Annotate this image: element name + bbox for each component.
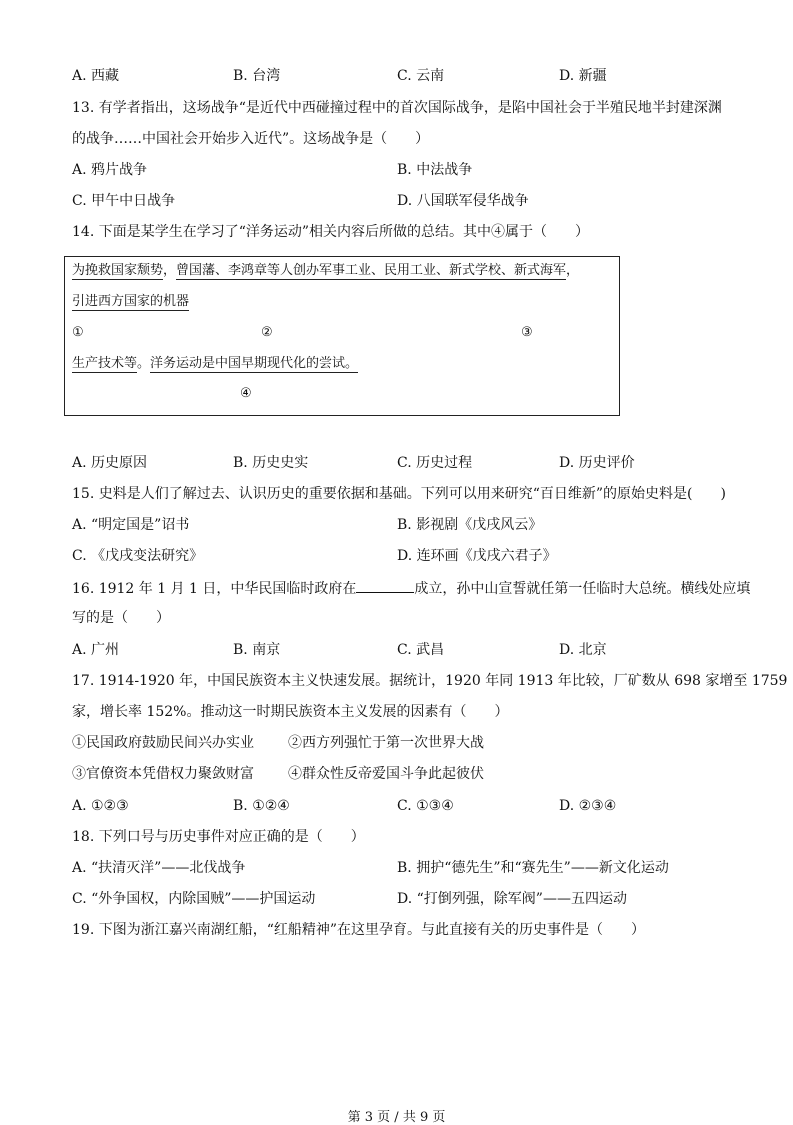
marker-2: ②: [261, 325, 273, 340]
q18-option-b: B. 拥护“德先生”和“赛先生”——新文化运动: [397, 860, 669, 876]
q17-item-1: ①民国政府鼓励民间兴办实业: [72, 735, 254, 751]
marker-3: ③: [521, 325, 533, 340]
q12-option-d: D. 新疆: [559, 68, 607, 84]
q12-option-b: B. 台湾: [233, 68, 281, 84]
q13-option-b: B. 中法战争: [397, 162, 473, 178]
q12-option-a: A. 西藏: [72, 68, 120, 84]
q16-option-b: B. 南京: [233, 642, 281, 658]
q17-stem-2: 家，增长率 152%。推动这一时期民族资本主义发展的因素有（ ）: [72, 704, 509, 720]
q13-stem-2: 的战争……中国社会开始步入近代”。这场战争是（ ）: [72, 131, 430, 147]
q15-stem: 15. 史料是人们了解过去、认识历史的重要依据和基础。下列可以用来研究“百日维新”的原始史料是( ): [72, 486, 726, 502]
q18-option-c: C. “外争国权，内除国贼”——护国运动: [72, 891, 316, 907]
marker-4: ④: [240, 386, 252, 401]
q17-option-c: C. ①③④: [397, 798, 454, 814]
segment-3: 引进西方国家的机器: [72, 294, 190, 309]
q14-option-d: D. 历史评价: [559, 455, 635, 471]
q17-item-3: ③官僚资本凭借权力聚敛财富: [72, 766, 254, 782]
q17-option-d: D. ②③④: [559, 798, 617, 814]
box-line-1: [72, 263, 579, 279]
segment-4: 生产技术等: [72, 356, 138, 371]
q13-option-d: D. 八国联军侵华战争: [397, 193, 529, 209]
sep: ，: [163, 263, 177, 278]
sep: ，: [566, 263, 580, 278]
q16-stem-2: 写的是（ ）: [72, 610, 170, 626]
q16-text: 成立，孙中山宣誓就任第一任临时大总统。横线处应填: [414, 581, 751, 597]
page-footer: 第 3 页 / 共 9 页: [347, 1110, 446, 1125]
q17-stem-1: 17. 1914-1920 年，中国民族资本主义快速发展。据统计，1920 年同 1913 年比较，厂矿数从 698 家增至 1759: [72, 673, 788, 689]
segment-5: 洋务运动是中国早期现代化的尝试。: [150, 356, 359, 371]
q14-option-a: A. 历史原因: [72, 455, 148, 471]
q16-option-d: D. 北京: [559, 642, 607, 658]
q16-stem-1: [72, 578, 750, 598]
q14-stem: 14. 下面是某学生在学习了“洋务运动”相关内容后所做的总结。其中④属于（ ）: [72, 224, 590, 240]
q15-option-b: B. 影视剧《戊戌风云》: [397, 517, 543, 533]
q17-option-b: B. ①②④: [233, 798, 290, 814]
q13-stem-1: 13. 有学者指出，这场战争“是近代中西碰撞过程中的首次国际战争，是陷中国社会于半殖民地半封建深渊: [72, 100, 722, 116]
segment-2: 曾国藩、李鸿章等人创办军事工业、民用工业、新式学校、新式海军: [176, 263, 567, 278]
q17-option-a: A. ①②③: [72, 798, 129, 814]
q17-item-4: ④群众性反帝爱国斗争此起彼伏: [288, 766, 484, 782]
q14-summary-box: [64, 256, 620, 416]
q15-option-d: D. 连环画《戊戌六君子》: [397, 548, 557, 564]
q13-option-a: A. 鸦片战争: [72, 162, 148, 178]
q14-option-b: B. 历史史实: [233, 455, 309, 471]
segment-1: 为挽救国家颓势: [72, 263, 164, 278]
q14-option-c: C. 历史过程: [397, 455, 473, 471]
q12-option-c: C. 云南: [397, 68, 445, 84]
q13-option-c: C. 甲午中日战争: [72, 193, 176, 209]
q17-item-2: ②西方列强忙于第一次世界大战: [288, 735, 484, 751]
marker-1: ①: [72, 325, 84, 340]
q18-stem: 18. 下列口号与历史事件对应正确的是（ ）: [72, 829, 365, 845]
q18-option-d: D. “打倒列强，除军阀”——五四运动: [397, 891, 627, 907]
q16-option-a: A. 广州: [72, 642, 120, 658]
box-line-2: [72, 294, 189, 310]
sep: 。: [137, 356, 151, 371]
q16-option-c: C. 武昌: [397, 642, 445, 658]
box-line-4: [72, 356, 358, 372]
q18-option-a: A. “扶清灭洋”——北伐战争: [72, 860, 246, 876]
q16-text: 16. 1912 年 1 月 1 日，中华民国临时政府在: [72, 581, 357, 597]
q15-option-c: C. 《戊戌变法研究》: [72, 548, 204, 564]
blank-line: [356, 578, 414, 593]
q19-stem: 19. 下图为浙江嘉兴南湖红船，“红船精神”在这里孕育。与此直接有关的历史事件是（ ）: [72, 922, 646, 938]
q15-option-a: A. “明定国是”诏书: [72, 517, 190, 533]
